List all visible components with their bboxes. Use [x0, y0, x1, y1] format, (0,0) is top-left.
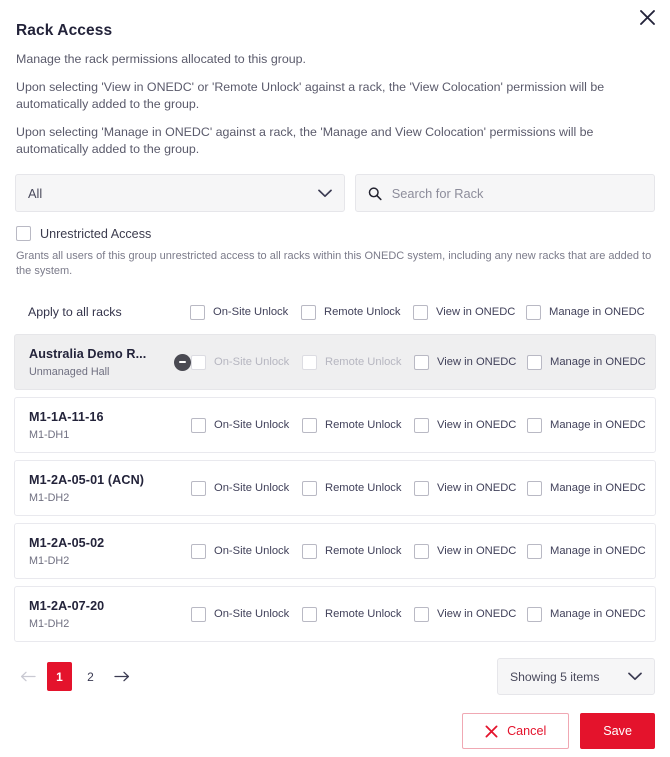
minus-glyph — [179, 361, 186, 363]
unrestricted-access-label: Unrestricted Access — [40, 226, 152, 241]
apply-all-view-in-onedc[interactable] — [413, 305, 526, 320]
permission-label: On-Site Unlock — [214, 419, 290, 431]
cancel-button[interactable] — [462, 713, 569, 749]
permission-label: Manage in ONEDC — [550, 419, 646, 431]
apply-all-permission-columns — [190, 305, 648, 320]
permission-label: Remote Unlock — [324, 306, 401, 318]
close-icon-glyph — [639, 9, 656, 26]
permission-columns — [191, 544, 647, 559]
checkbox-box[interactable] — [414, 607, 429, 622]
rack-title: M1-1A-11-16 — [29, 409, 104, 424]
dialog-description-1: Manage the rack permissions allocated to this group. — [16, 52, 306, 66]
close-icon[interactable] — [634, 4, 660, 30]
checkbox-box[interactable] — [526, 305, 541, 320]
search-icon — [368, 186, 382, 201]
checkbox-box[interactable] — [301, 305, 316, 320]
rack-hall-label: M1-DH1 — [29, 428, 70, 441]
rack-info — [29, 599, 191, 630]
permission-label: Manage in ONEDC — [549, 306, 645, 318]
checkbox-box[interactable] — [302, 481, 317, 496]
permission-label: View in ONEDC — [437, 419, 517, 431]
rack-info — [29, 473, 191, 504]
checkbox-box[interactable] — [527, 355, 542, 370]
unrestricted-access-box[interactable] — [16, 226, 31, 241]
permission-label: Manage in ONEDC — [550, 482, 646, 494]
rack-hall-label: M1-DH2 — [29, 554, 70, 567]
rack-row[interactable] — [14, 397, 656, 453]
permission-label: Manage in ONEDC — [550, 608, 646, 620]
list-footer — [14, 658, 656, 695]
search-input[interactable] — [392, 186, 642, 201]
cancel-button-label: Cancel — [507, 724, 547, 738]
rack-row[interactable] — [14, 460, 656, 516]
permission-columns — [191, 355, 647, 370]
filter-row — [14, 174, 656, 212]
checkbox-box[interactable] — [527, 607, 542, 622]
permission-label: On-Site Unlock — [214, 356, 290, 368]
permission-label: View in ONEDC — [437, 608, 517, 620]
permission-label: Remote Unlock — [325, 482, 402, 494]
unrestricted-access-note: Grants all users of this group unrestricted access to all racks within this ONEDC system, including any new racks that are added to the system. — [16, 250, 652, 277]
save-button-label: Save — [603, 724, 632, 738]
rack-list — [14, 334, 656, 642]
permission-label: View in ONEDC — [437, 482, 517, 494]
permission-columns — [191, 607, 647, 622]
rack-0-view-in-onedc[interactable] — [414, 355, 527, 370]
rack-hall-label: M1-DH2 — [29, 617, 70, 630]
rack-row[interactable] — [14, 334, 656, 390]
dialog-actions — [14, 713, 656, 749]
apply-to-all-racks-row — [14, 297, 656, 327]
rack-hall-label: Unmanaged Hall — [29, 365, 110, 378]
permission-label: On-Site Unlock — [213, 306, 289, 318]
arrow-right-icon — [114, 671, 130, 682]
rack-3-remote-unlock[interactable] — [302, 544, 414, 559]
apply-to-all-racks-label: Apply to all racks — [28, 305, 122, 319]
rack-name-cell — [29, 473, 191, 504]
rack-name-cell — [29, 410, 191, 441]
checkbox-box — [191, 355, 206, 370]
rack-1-view-in-onedc[interactable] — [414, 418, 527, 433]
apply-all-on-site-unlock[interactable] — [190, 305, 301, 320]
chevron-down-icon — [628, 672, 642, 681]
checkbox-box[interactable] — [414, 418, 429, 433]
permission-label: Remote Unlock — [325, 608, 402, 620]
checkbox-box[interactable] — [413, 305, 428, 320]
apply-all-manage-in-onedc[interactable] — [526, 305, 645, 320]
permission-columns — [191, 418, 647, 433]
permission-label: Remote Unlock — [325, 419, 402, 431]
permission-label: View in ONEDC — [436, 306, 516, 318]
checkbox-box[interactable] — [190, 305, 205, 320]
checkbox-box[interactable] — [302, 607, 317, 622]
rack-1-remote-unlock[interactable] — [302, 418, 414, 433]
permission-label: On-Site Unlock — [214, 482, 290, 494]
rack-row[interactable] — [14, 586, 656, 642]
permission-label: View in ONEDC — [437, 356, 517, 368]
checkbox-box[interactable] — [527, 544, 542, 559]
rack-0-manage-in-onedc[interactable] — [527, 355, 646, 370]
rack-3-on-site-unlock[interactable] — [191, 544, 302, 559]
rack-hall-label: M1-DH2 — [29, 491, 70, 504]
permission-label: View in ONEDC — [437, 545, 517, 557]
x-icon — [485, 725, 498, 738]
rack-2-remote-unlock[interactable] — [302, 481, 414, 496]
rack-title: M1-2A-05-02 — [29, 535, 105, 550]
rack-info — [29, 536, 191, 567]
permission-label: On-Site Unlock — [214, 545, 290, 557]
rack-4-view-in-onedc[interactable] — [414, 607, 527, 622]
checkbox-box — [302, 355, 317, 370]
rack-row[interactable] — [14, 523, 656, 579]
rack-title: M1-2A-07-20 — [29, 598, 105, 613]
apply-all-remote-unlock[interactable] — [301, 305, 413, 320]
checkbox-box[interactable] — [414, 544, 429, 559]
permission-label: Manage in ONEDC — [550, 356, 646, 368]
rack-name-cell — [29, 347, 191, 378]
checkbox-box[interactable] — [191, 607, 206, 622]
permission-label: Remote Unlock — [325, 545, 402, 557]
rack-name-cell — [29, 536, 191, 567]
rack-0-remote-unlock — [302, 355, 414, 370]
unrestricted-access-checkbox[interactable] — [14, 226, 656, 241]
checkbox-box[interactable] — [191, 544, 206, 559]
rack-2-on-site-unlock[interactable] — [191, 481, 302, 496]
page-title: Rack Access — [16, 22, 113, 39]
rack-2-manage-in-onedc[interactable] — [527, 481, 646, 496]
permission-label: Manage in ONEDC — [550, 545, 646, 557]
permission-columns — [191, 481, 647, 496]
minus-circle-icon — [174, 354, 191, 371]
rack-3-view-in-onedc[interactable] — [414, 544, 527, 559]
checkbox-box[interactable] — [191, 418, 206, 433]
checkbox-box[interactable] — [414, 481, 429, 496]
rack-0-on-site-unlock — [191, 355, 302, 370]
rack-1-on-site-unlock[interactable] — [191, 418, 302, 433]
checkbox-box[interactable] — [191, 481, 206, 496]
rack-2-view-in-onedc[interactable] — [414, 481, 527, 496]
dialog-description-2: Upon selecting 'View in ONEDC' or 'Remote Unlock' against a rack, the 'View Colocation' permission will be automatically added to the group. — [16, 80, 605, 111]
pagination-prev-button[interactable] — [15, 664, 41, 690]
rack-name-cell — [29, 599, 191, 630]
rack-title: Australia Demo R... — [29, 346, 147, 361]
pagination — [15, 662, 135, 691]
search-box[interactable] — [355, 174, 655, 212]
chevron-down-icon — [318, 189, 332, 198]
checkbox-box[interactable] — [527, 481, 542, 496]
permission-label: Remote Unlock — [325, 356, 402, 368]
rack-info — [29, 410, 191, 441]
rack-3-manage-in-onedc[interactable] — [527, 544, 646, 559]
rack-4-on-site-unlock[interactable] — [191, 607, 302, 622]
arrow-left-icon — [20, 671, 36, 682]
permission-label: On-Site Unlock — [214, 608, 290, 620]
rack-4-manage-in-onedc[interactable] — [527, 607, 646, 622]
page-size-select[interactable] — [497, 658, 655, 695]
rack-1-manage-in-onedc[interactable] — [527, 418, 646, 433]
page-size-value: Showing 5 items — [510, 669, 600, 684]
checkbox-box[interactable] — [527, 418, 542, 433]
rack-filter-select[interactable] — [15, 174, 345, 212]
rack-info — [29, 347, 166, 378]
checkbox-box[interactable] — [302, 418, 317, 433]
dialog-description-3: Upon selecting 'Manage in ONEDC' against a rack, the 'Manage and View Colocation' permissions will be automatically added to the group. — [16, 125, 594, 156]
rack-filter-value: All — [28, 185, 43, 201]
pagination-next-button[interactable] — [109, 664, 135, 690]
checkbox-box[interactable] — [414, 355, 429, 370]
rack-4-remote-unlock[interactable] — [302, 607, 414, 622]
rack-title: M1-2A-05-01 (ACN) — [29, 472, 145, 487]
pagination-page-2[interactable]: 2 — [87, 669, 94, 684]
pagination-page-1[interactable]: 1 — [47, 662, 72, 691]
save-button[interactable] — [580, 713, 655, 749]
checkbox-box[interactable] — [302, 544, 317, 559]
